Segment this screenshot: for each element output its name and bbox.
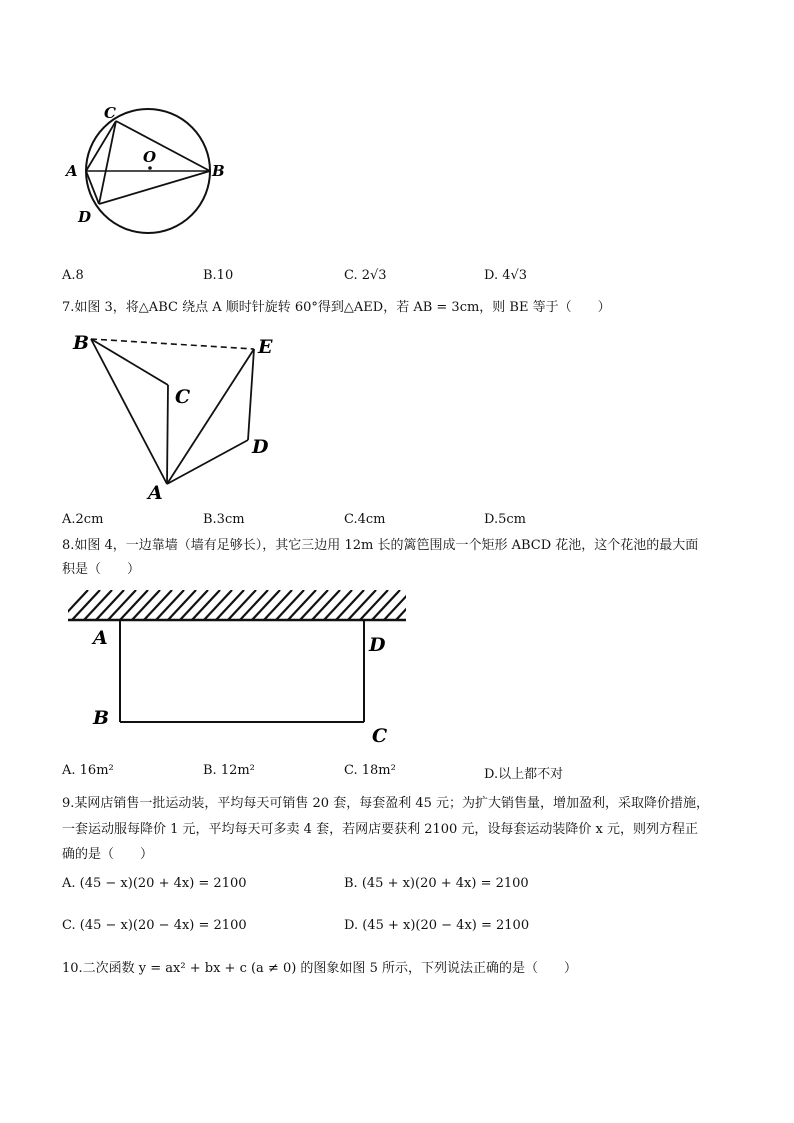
- label-B: B: [212, 162, 225, 180]
- wall-hatch-line: [324, 590, 352, 620]
- label-C: C: [104, 104, 116, 122]
- wall-hatch-line: [228, 590, 256, 620]
- wall-hatch-line: [408, 590, 436, 620]
- wall-hatch-line: [312, 590, 340, 620]
- label-B: B: [93, 707, 110, 729]
- label-D: D: [78, 208, 92, 226]
- question-9-line3: 确的是（ ）: [62, 847, 154, 862]
- q9-option-d[interactable]: D. (45 + x)(20 − 4x) = 2100: [344, 918, 530, 933]
- q6-option-c[interactable]: C. 2√3: [344, 268, 387, 283]
- wall-hatch-line: [132, 590, 160, 620]
- q7-option-b[interactable]: B.3cm: [203, 512, 245, 527]
- wall-hatch-line: [360, 590, 388, 620]
- q6-option-a[interactable]: A.8: [62, 268, 84, 283]
- wall-hatch-line: [84, 590, 112, 620]
- wall-hatch-line: [372, 590, 400, 620]
- q9-option-b[interactable]: B. (45 + x)(20 + 4x) = 2100: [344, 876, 529, 891]
- wall-hatch-line: [156, 590, 184, 620]
- q7-option-a[interactable]: A.2cm: [62, 512, 104, 527]
- label-C: C: [175, 386, 191, 408]
- question-7: 7.如图 3，将△ABC 绕点 A 顺时针旋转 60°得到△AED，若 AB = 3cm，则 BE 等于（ ）: [62, 300, 611, 315]
- q9-option-c[interactable]: C. (45 − x)(20 − 4x) = 2100: [62, 918, 247, 933]
- label-O: O: [143, 148, 157, 166]
- wall-hatch-line: [144, 590, 172, 620]
- wall-hatch-line: [396, 590, 424, 620]
- q8-option-b[interactable]: B. 12m²: [203, 763, 255, 778]
- q6-option-d[interactable]: D. 4√3: [484, 268, 528, 283]
- wall-hatch-line: [348, 590, 376, 620]
- label-A: A: [93, 627, 108, 649]
- wall-hatch-line: [300, 590, 328, 620]
- wall-hatch-line: [336, 590, 364, 620]
- label-E: E: [258, 336, 273, 358]
- wall-hatch-line: [240, 590, 268, 620]
- q9-option-a[interactable]: A. (45 − x)(20 + 4x) = 2100: [62, 876, 247, 891]
- wall-hatch-line: [420, 590, 448, 620]
- wall-hatch-line: [180, 590, 208, 620]
- question-9-line1: 9.某网店销售一批运动装，平均每天可销售 20 套，每套盈利 45 元；为扩大销售量，增加盈利，采取降价措施，: [62, 796, 710, 811]
- wall-hatch-line: [72, 590, 100, 620]
- question-9-line2: 一套运动服每降价 1 元，平均每天可多卖 4 套，若网店要获利 2100 元，设每套运动装降价 x 元，则列方程正: [62, 822, 699, 837]
- label-A: A: [148, 482, 163, 504]
- wall-hatch-line: [264, 590, 292, 620]
- wall-hatch-line: [204, 590, 232, 620]
- label-A: A: [66, 162, 78, 180]
- label-D: D: [369, 634, 386, 656]
- q6-option-b[interactable]: B.10: [203, 268, 234, 283]
- wall-hatch-line: [96, 590, 124, 620]
- q7-option-d[interactable]: D.5cm: [484, 512, 526, 527]
- wall-hatch-line: [216, 590, 244, 620]
- label-B: B: [73, 332, 90, 354]
- wall-hatch-line: [108, 590, 136, 620]
- question-8-line1: 8.如图 4，一边靠墙（墙有足够长），其它三边用 12m 长的篱笆围成一个矩形 ABCD 花池，这个花池的最大面: [62, 538, 699, 553]
- label-C: C: [372, 725, 388, 747]
- q8-option-a[interactable]: A. 16m²: [62, 763, 114, 778]
- q7-option-c[interactable]: C.4cm: [344, 512, 386, 527]
- wall-hatch-line: [192, 590, 220, 620]
- wall-hatch-line: [276, 590, 304, 620]
- q8-option-c[interactable]: C. 18m²: [344, 763, 396, 778]
- label-D: D: [252, 436, 269, 458]
- wall-hatch-line: [60, 590, 88, 620]
- wall-hatch-line: [288, 590, 316, 620]
- question-8-line2: 积是（ ）: [62, 562, 141, 577]
- q8-option-d[interactable]: D.以上都不对: [484, 767, 564, 782]
- wall-hatch-line: [168, 590, 196, 620]
- wall-hatch-line: [120, 590, 148, 620]
- wall-hatch-line: [252, 590, 280, 620]
- wall-hatch-line: [384, 590, 412, 620]
- question-10: 10.二次函数 y = ax² + bx + c (a ≠ 0) 的图象如图 5 所示，下列说法正确的是（ ）: [62, 961, 577, 976]
